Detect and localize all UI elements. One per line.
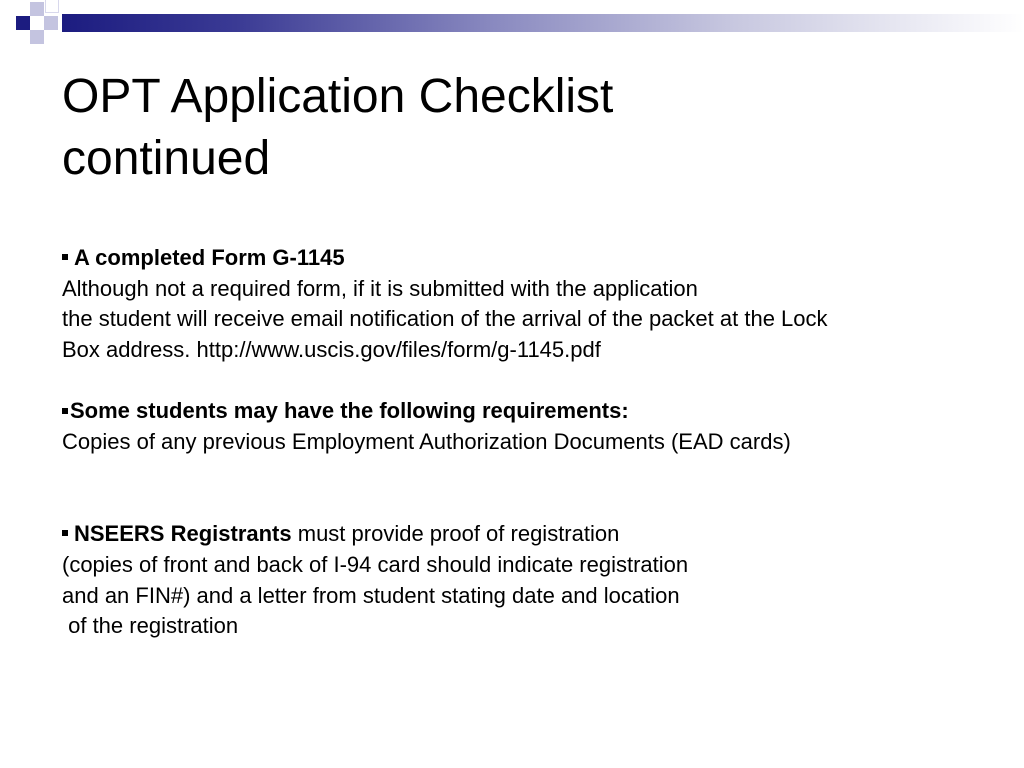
body-line: of the registration [62,613,239,639]
decor-square-dark [16,16,30,30]
body-line: (copies of front and back of I-94 card should indicate registration [62,551,689,577]
slide-title [62,66,962,190]
header-gradient-bar [62,14,1024,32]
section-heading [62,396,1002,427]
slide-body [62,243,1002,642]
title-line: OPT Application Checklist [62,70,614,123]
title-line: continued [62,132,271,185]
section-heading-text: A completed Form G-1145 [74,245,345,270]
section-heading-text: NSEERS Registrants [74,521,292,547]
decor-square-light [30,2,44,16]
body-line: the student will receive email notification of the arrival of the packet at the Lock [62,306,828,332]
decor-square-white [46,0,58,12]
square-bullet-icon [62,254,68,260]
body-line: Box address. http://www.uscis.gov/files/form/g-1145.pdf [62,337,601,363]
spacer [62,458,1002,519]
body-line: and an FIN#) and a letter from student stating date and location [62,582,680,608]
decor-square-light [44,16,58,30]
section-heading [62,243,1002,274]
section-heading [62,519,1002,550]
section-heading-text: Some students may have the following requirements: [70,398,629,424]
square-bullet-icon [62,408,68,414]
section-heading-suffix: must provide proof of registration [291,521,620,547]
body-line: Although not a required form, if it is submitted with the application [62,275,698,301]
body-line: Copies of any previous Employment Authorization Documents (EAD cards) [62,429,791,455]
spacer [62,366,1002,397]
decor-square-light [30,30,44,44]
square-bullet-icon [62,530,68,536]
